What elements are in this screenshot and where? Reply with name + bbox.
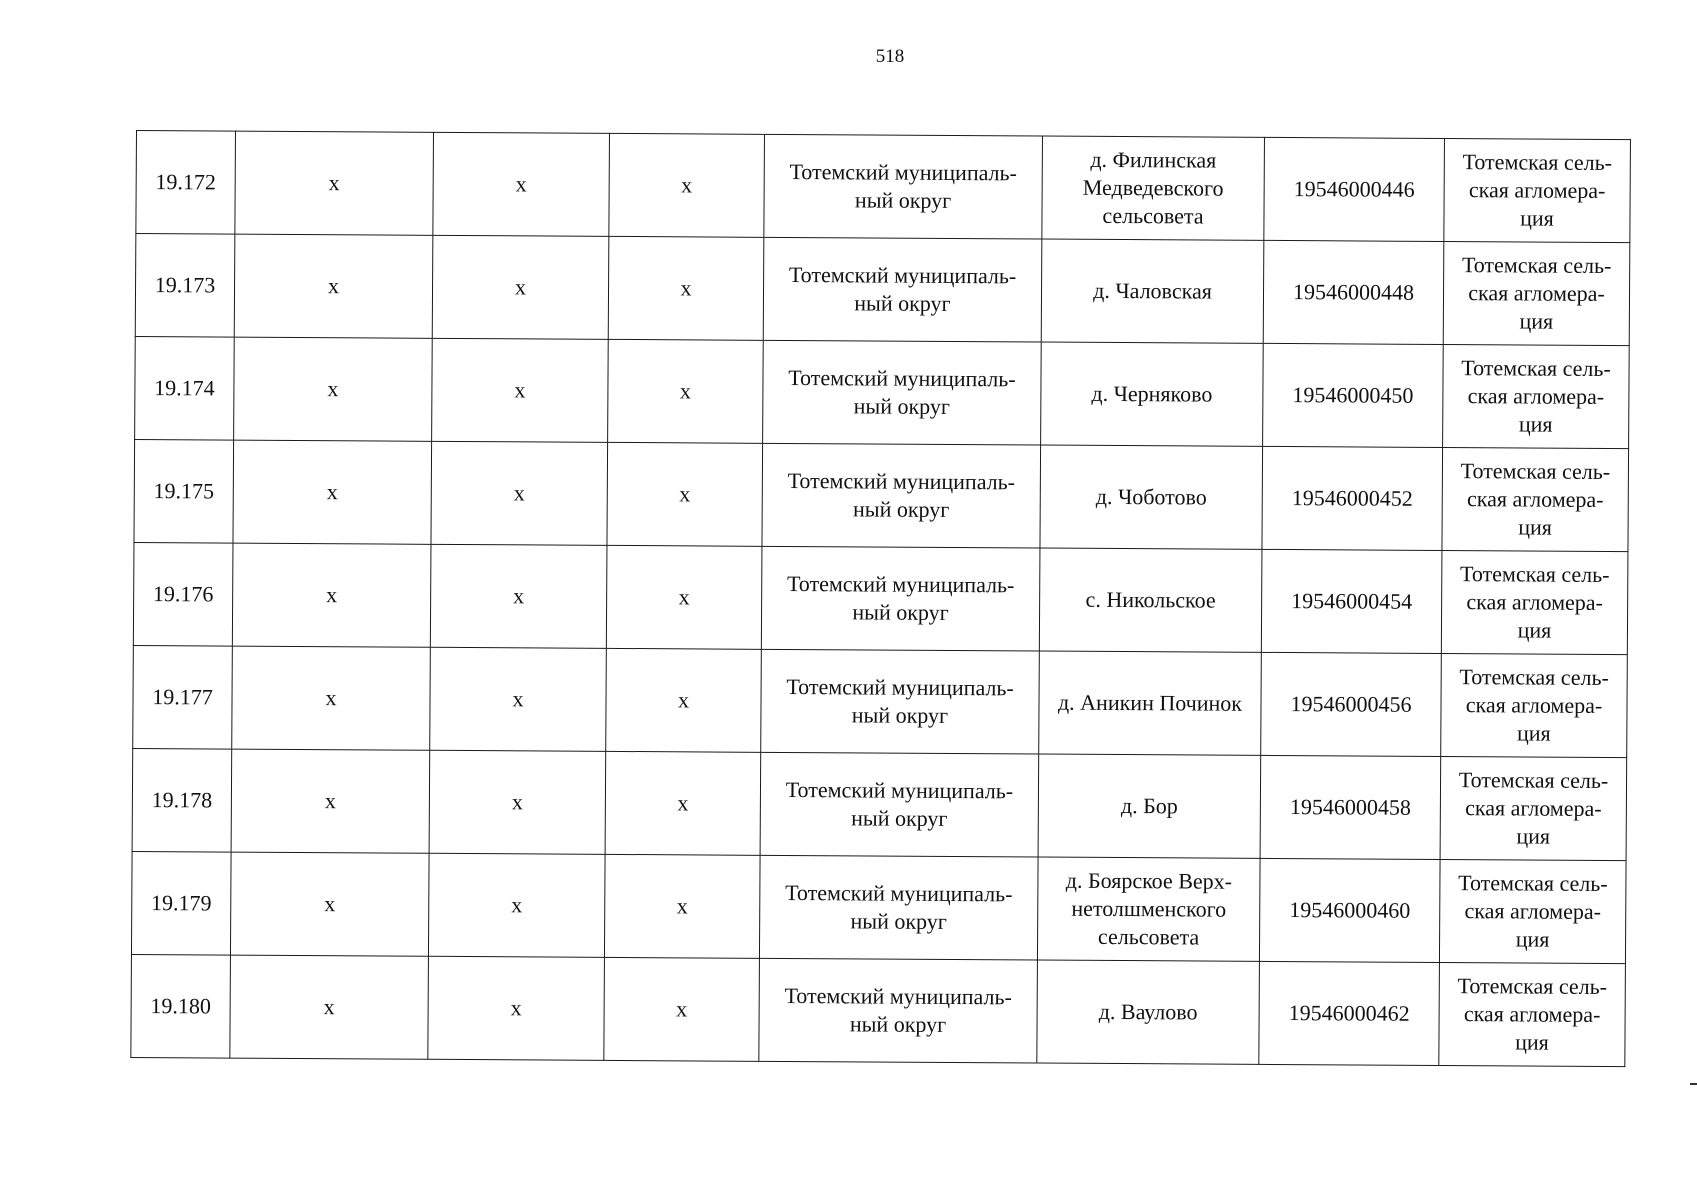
- code-cell: 19546000462: [1259, 961, 1440, 1065]
- cross-cell: x: [432, 338, 609, 442]
- settlement-cell: д. Боярское Верх- нетолшменского сельсовета: [1037, 857, 1260, 961]
- code-cell: 19546000460: [1259, 858, 1440, 962]
- table-row: [133, 645, 1628, 757]
- cross-cell: x: [235, 131, 434, 235]
- agglomeration-cell: Тотемская сель- ская агломера- ция: [1442, 447, 1629, 551]
- table-row: [131, 954, 1626, 1066]
- agglomeration-cell: Тотемская сель- ская агломера- ция: [1443, 344, 1630, 448]
- settlement-cell: д. Филинская Медведевского сельсовета: [1042, 136, 1265, 240]
- row-number-cell: 19.177: [133, 645, 233, 749]
- table-container: [130, 130, 1631, 1067]
- district-cell: Тотемский муниципаль- ный округ: [759, 958, 1038, 1063]
- cross-cell: x: [232, 543, 431, 647]
- district-cell: Тотемский муниципаль- ный округ: [761, 649, 1040, 754]
- table-row: [135, 234, 1630, 346]
- cross-cell: x: [429, 750, 606, 854]
- page-number: 518: [875, 46, 905, 67]
- code-cell: 19546000458: [1260, 755, 1441, 859]
- cross-cell: x: [604, 854, 760, 958]
- row-number-cell: 19.180: [131, 954, 231, 1058]
- code-cell: 19546000450: [1263, 343, 1444, 447]
- cross-cell: x: [233, 440, 432, 544]
- table-row: [132, 748, 1627, 860]
- row-number-cell: 19.174: [135, 336, 235, 440]
- table-body: [131, 131, 1631, 1067]
- row-number-cell: 19.172: [136, 131, 236, 235]
- cross-cell: x: [433, 132, 610, 236]
- cross-cell: x: [609, 133, 765, 237]
- cross-cell: x: [234, 337, 433, 441]
- cross-cell: x: [606, 545, 762, 649]
- row-number-cell: 19.179: [131, 851, 231, 955]
- row-number-cell: 19.175: [134, 439, 234, 543]
- margin-mark: [1690, 1083, 1697, 1085]
- agglomeration-cell: Тотемская сель- ская агломера- ция: [1443, 241, 1630, 345]
- agglomeration-cell: Тотемская сель- ская агломера- ция: [1440, 756, 1627, 860]
- cross-cell: x: [608, 236, 764, 340]
- settlements-table: [130, 130, 1631, 1067]
- cross-cell: x: [232, 646, 431, 750]
- agglomeration-cell: Тотемская сель- ская агломера- ция: [1441, 550, 1628, 654]
- agglomeration-cell: Тотемская сель- ская агломера- ция: [1439, 962, 1626, 1066]
- settlement-cell: д. Бор: [1038, 754, 1261, 858]
- cross-cell: x: [605, 751, 761, 855]
- table-row: [135, 336, 1630, 448]
- agglomeration-cell: Тотемская сель- ская агломера- ция: [1444, 138, 1631, 242]
- table-row: [133, 542, 1628, 654]
- district-cell: Тотемский муниципаль- ный округ: [764, 134, 1043, 239]
- cross-cell: x: [604, 957, 760, 1061]
- row-number-cell: 19.176: [133, 542, 233, 646]
- code-cell: 19546000456: [1261, 652, 1442, 756]
- code-cell: 19546000446: [1264, 137, 1445, 241]
- agglomeration-cell: Тотемская сель- ская агломера- ция: [1441, 653, 1628, 757]
- row-number-cell: 19.178: [132, 748, 232, 852]
- cross-cell: x: [608, 339, 764, 443]
- cross-cell: x: [430, 647, 607, 751]
- settlement-cell: д. Черняково: [1041, 342, 1264, 446]
- settlement-cell: д. Чаловская: [1041, 239, 1264, 343]
- district-cell: Тотемский муниципаль- ный округ: [761, 546, 1040, 651]
- cross-cell: x: [428, 853, 605, 957]
- row-number-cell: 19.173: [135, 234, 235, 338]
- district-cell: Тотемский муниципаль- ный округ: [763, 237, 1042, 342]
- cross-cell: x: [432, 235, 609, 339]
- cross-cell: x: [430, 544, 607, 648]
- cross-cell: x: [230, 852, 429, 956]
- district-cell: Тотемский муниципаль- ный округ: [762, 443, 1041, 548]
- settlement-cell: д. Аникин Починок: [1039, 651, 1262, 755]
- table-row: [131, 851, 1626, 963]
- cross-cell: x: [230, 955, 429, 1059]
- district-cell: Тотемский муниципаль- ный округ: [759, 855, 1038, 960]
- cross-cell: x: [606, 648, 762, 752]
- settlement-cell: д. Ваулово: [1037, 960, 1260, 1064]
- table-row: [136, 131, 1631, 243]
- cross-cell: x: [428, 956, 605, 1060]
- code-cell: 19546000452: [1262, 446, 1443, 550]
- table-row: [134, 439, 1629, 551]
- cross-cell: x: [607, 442, 763, 546]
- settlement-cell: с. Никольское: [1039, 548, 1262, 652]
- district-cell: Тотемский муниципаль- ный округ: [763, 340, 1042, 445]
- agglomeration-cell: Тотемская сель- ская агломера- ция: [1439, 859, 1626, 963]
- cross-cell: x: [234, 234, 433, 338]
- district-cell: Тотемский муниципаль- ный округ: [760, 752, 1039, 857]
- code-cell: 19546000448: [1263, 240, 1444, 344]
- settlement-cell: д. Чоботово: [1040, 445, 1263, 549]
- code-cell: 19546000454: [1261, 549, 1442, 653]
- cross-cell: x: [431, 441, 608, 545]
- cross-cell: x: [231, 749, 430, 853]
